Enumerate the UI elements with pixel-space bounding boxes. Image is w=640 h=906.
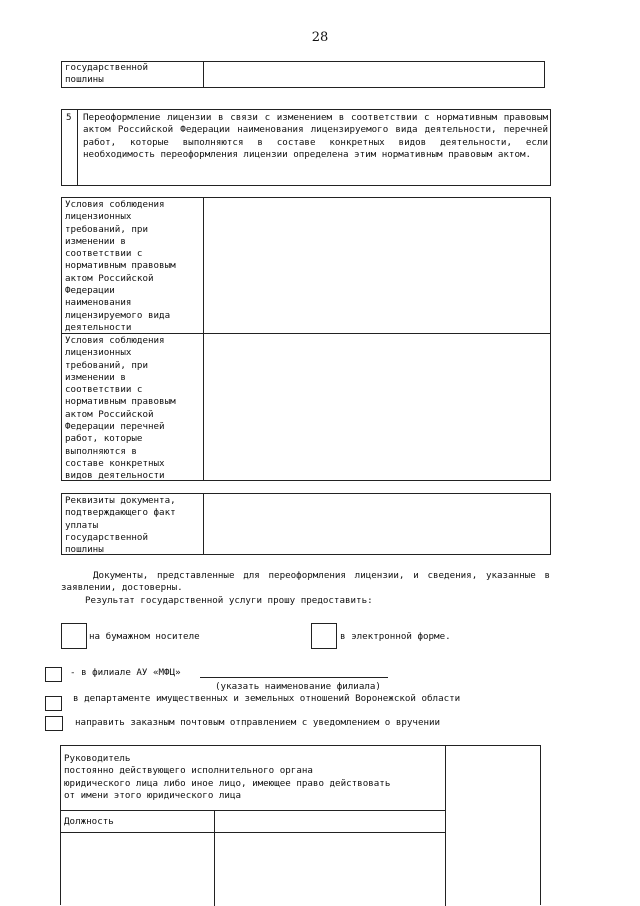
- branch-name-line[interactable]: [200, 677, 388, 678]
- section-number-divider: [77, 110, 78, 185]
- paper-option-label: на бумажном носителе: [89, 631, 200, 642]
- payment-label: Реквизиты документа, подтверждающего факт уплаты государственной пошлины: [65, 495, 176, 556]
- row-divider: [61, 832, 445, 833]
- section-5-text: Переоформление лицензии в связи с изменением в соответствии с нормативным правовым актом Российской Федерации наименования лицензируемого вида деятельности, перечней работ, которые выполняются в составе конкретных видов деятельности, если необходимость переоформления лицензии определена этим нормативным правовым актом.: [83, 112, 548, 160]
- electronic-option-label: в электронной форме.: [340, 631, 451, 642]
- branch-option-label: - в филиале АУ «МФЦ»: [70, 667, 181, 678]
- table-divider: [203, 62, 204, 87]
- conditions-row-1-label: Условия соблюдения лицензионных требований, при изменении в соответствии с нормативным правовым актом Российской Федерации наименования лицензируемого вида деятельности: [65, 199, 176, 333]
- paper-checkbox[interactable]: [61, 623, 87, 649]
- section-number: 5: [66, 112, 72, 123]
- table-divider: [203, 494, 204, 554]
- conditions-table: [61, 197, 551, 481]
- section-5-box: [61, 109, 551, 186]
- result-request-text: Результат государственной услуги прошу предоставить:: [85, 595, 373, 606]
- state-fee-label: государственной пошлины: [65, 62, 148, 86]
- branch-checkbox[interactable]: [45, 667, 62, 682]
- signature-header: Руководитель постоянно действующего исполнительного органа юридического лица либо иное лицо, имеющее право действовать от имени этого юридического лица: [64, 753, 391, 801]
- department-checkbox[interactable]: [45, 696, 62, 711]
- statement-text: Документы, представленные для переоформления лицензии, и сведения, указанные в заявлении, достоверны.: [61, 570, 550, 594]
- signature-table: [60, 745, 541, 905]
- payment-table: [61, 493, 551, 555]
- position-divider: [214, 810, 215, 906]
- department-option-label: в департаменте имущественных и земельных отношений Воронежской области: [73, 693, 461, 704]
- branch-hint: (указать наименование филиала): [215, 681, 381, 692]
- mail-option-label: направить заказным почтовым отправлением с уведомлением о вручении: [75, 717, 441, 728]
- electronic-checkbox[interactable]: [311, 623, 337, 649]
- page-number: 28: [311, 30, 329, 45]
- position-label: Должность: [64, 816, 114, 827]
- row-divider: [61, 810, 445, 811]
- table-divider: [203, 198, 204, 480]
- conditions-row-2-label: Условия соблюдения лицензионных требований, при изменении в соответствии с нормативным правовым актом Российской Федерации перечней работ, которые выполняются в составе конкретных видов деятельности: [65, 335, 176, 482]
- mail-checkbox[interactable]: [45, 716, 63, 731]
- state-fee-table-top: [61, 61, 545, 88]
